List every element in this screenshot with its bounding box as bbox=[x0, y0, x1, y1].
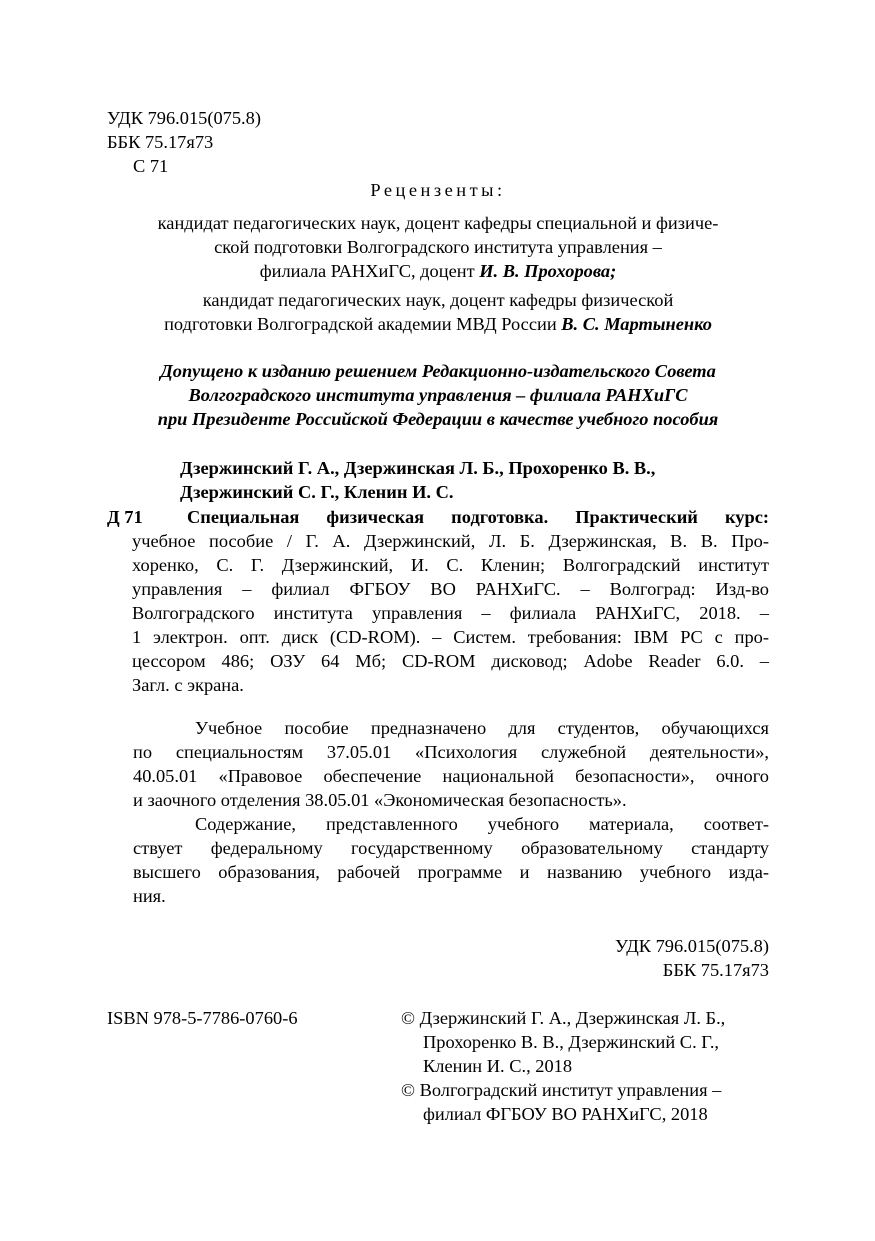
approval-line: при Президенте Российской Федерации в качестве учебного пособия bbox=[157, 409, 719, 429]
copyright-line: © Дзержинский Г. А., Дзержинская Л. Б., bbox=[401, 1008, 726, 1028]
bibliography-line: цессором 486; ОЗУ 64 Мб; CD-ROM дисковод; Adobe Reader 6.0. – bbox=[132, 651, 769, 671]
reviewer-2-name: В. С. Мартыненко bbox=[561, 314, 712, 334]
reviewer-1-line: кандидат педагогических наук, доцент кафедры специальной и физиче- bbox=[157, 213, 719, 233]
approval-statement bbox=[107, 359, 769, 431]
reviewer-1-line bbox=[107, 259, 769, 283]
bibliography-line: 1 электрон. опт. диск (CD-ROM). – Систем. требования: IBM PC с про- bbox=[132, 627, 769, 647]
approval-line: Волгоградского института управления – филиала РАНХиГС bbox=[188, 385, 688, 405]
bibliography-line: хоренко, С. Г. Дзержинский, И. С. Кленин; Волгоградский институт bbox=[132, 555, 769, 575]
footer-bbk: ББК 75.17я73 bbox=[662, 960, 769, 980]
copyright-line: Кленин И. С., 2018 bbox=[423, 1056, 573, 1076]
isbn: ISBN 978-5-7786-0760-6 bbox=[107, 1008, 298, 1028]
bibliography-line: Волгоградского института управления – филиала РАНХиГС, 2018. – bbox=[132, 603, 769, 623]
author-mark: С 71 bbox=[133, 156, 169, 176]
bibliography-description bbox=[132, 529, 769, 697]
reviewer-2 bbox=[107, 288, 769, 336]
authors-line: Дзержинский С. Г., Кленин И. С. bbox=[180, 482, 454, 502]
annotation-line: ствует федеральному государственному образовательному стандарту bbox=[133, 838, 769, 858]
classification-codes bbox=[107, 106, 261, 178]
authors-line: Дзержинский Г. А., Дзержинская Л. Б., Прохоренко В. В., bbox=[180, 458, 656, 478]
annotation-line: ния. bbox=[133, 886, 166, 906]
bibliography-line: управления – филиал ФГБОУ ВО РАНХиГС. – Волгоград: Изд-во bbox=[132, 579, 769, 599]
bibliography-title: Специальная физическая подготовка. Практический курс: bbox=[187, 507, 769, 527]
copyright-block bbox=[401, 1006, 769, 1126]
annotation-line: 40.05.01 «Правовое обеспечение национальной безопасности», очного bbox=[133, 766, 769, 786]
copyright-line: © Волгоградский институт управления – bbox=[401, 1080, 722, 1100]
annotation-line: высшего образования, рабочей программе и названию учебного изда- bbox=[133, 862, 769, 882]
reviewer-1-line: ской подготовки Волгоградского института управления – bbox=[214, 237, 662, 257]
copyright-line: Прохоренко В. В., Дзержинский С. Г., bbox=[423, 1032, 720, 1052]
copyright-line: филиал ФГБОУ ВО РАНХиГС, 2018 bbox=[423, 1104, 708, 1124]
reviewer-2-line: кандидат педагогических наук, доцент кафедры физической bbox=[202, 290, 674, 310]
reviewer-1 bbox=[107, 211, 769, 283]
reviewer-2-line bbox=[107, 312, 769, 336]
annotation-line: и заочного отделения 38.05.01 «Экономическая безопасность». bbox=[133, 790, 627, 810]
bibliography-line: учебное пособие / Г. А. Дзержинский, Л. Б. Дзержинская, В. В. Про- bbox=[132, 531, 769, 551]
annotation-line: по специальностям 37.05.01 «Психология служебной деятельности», bbox=[133, 742, 769, 762]
reviewer-1-affiliation: филиала РАНХиГС, доцент bbox=[259, 261, 480, 281]
reviewer-1-name: И. В. Прохорова; bbox=[479, 261, 617, 281]
reviewer-2-affiliation: подготовки Волгоградской академии МВД России bbox=[164, 314, 562, 334]
annotation bbox=[133, 716, 769, 908]
annotation-line: Содержание, представленного учебного материала, соответ- bbox=[195, 814, 769, 834]
bibliography-index: Д 71 bbox=[107, 507, 143, 527]
footer-classification bbox=[500, 934, 769, 982]
udk-code: УДК 796.015(075.8) bbox=[107, 108, 261, 128]
bibliography-line: Загл. с экрана. bbox=[132, 675, 244, 695]
approval-line: Допущено к изданию решением Редакционно-издательского Совета bbox=[160, 361, 716, 381]
bibliography-authors bbox=[180, 456, 655, 504]
reviewers-title: Рецензенты: bbox=[370, 180, 506, 200]
bbk-code: ББК 75.17я73 bbox=[107, 132, 214, 152]
footer-udk: УДК 796.015(075.8) bbox=[615, 936, 769, 956]
annotation-line: Учебное пособие предназначено для студентов, обучающихся bbox=[195, 718, 769, 738]
